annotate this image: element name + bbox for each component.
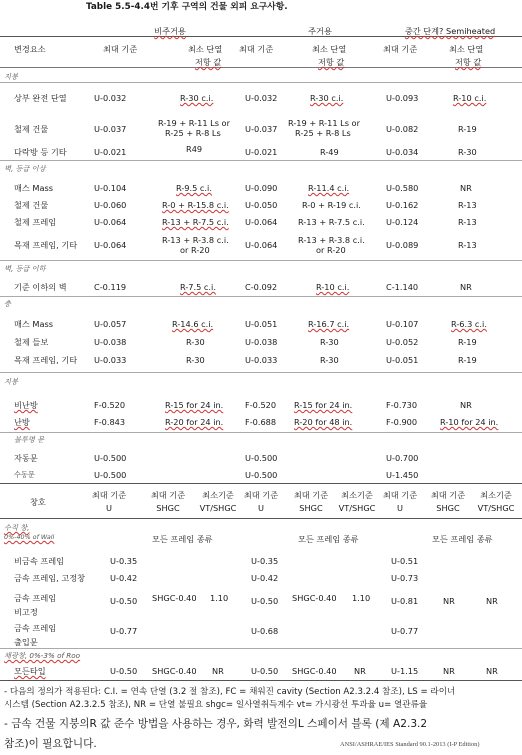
cell: U-0.107 bbox=[386, 319, 419, 329]
cell: U-0.500 bbox=[245, 453, 278, 463]
cell: U-0.032 bbox=[94, 93, 127, 103]
cell: NR bbox=[443, 666, 455, 676]
col-min-header-2: 저항 값 bbox=[195, 57, 222, 67]
rule bbox=[0, 260, 522, 261]
section-walls-below: 벽, 등급 이하 bbox=[4, 264, 46, 273]
glazing-header: SHGC bbox=[156, 503, 180, 513]
cell: R-25 + R-8 Ls bbox=[295, 128, 351, 138]
cell: U-0.021 bbox=[245, 147, 278, 157]
cell: R-6.3 c.i. bbox=[451, 319, 487, 329]
cell: U-0.77 bbox=[391, 626, 419, 636]
row-label: 비금속 프레임 bbox=[14, 556, 65, 566]
row-label: 모든타입 bbox=[14, 666, 46, 676]
cell: NR bbox=[212, 666, 224, 676]
cell: U-1.450 bbox=[386, 470, 419, 480]
cell: U-0.50 bbox=[251, 666, 279, 676]
footnote: - 다음의 정의가 적용된다: C.I. = 연속 단열 (3.2 절 참조), FC = 채워진 cavity (Section A2.3.2.4 참조), LS = 라이너 bbox=[4, 687, 456, 697]
row-label: 난방 bbox=[14, 417, 30, 427]
section-floors: 층 bbox=[4, 299, 11, 308]
cell: U-0.057 bbox=[94, 319, 127, 329]
glazing-header: 최대 기준 bbox=[382, 490, 418, 500]
cell: U-0.104 bbox=[94, 183, 127, 193]
cell: R-13 + R-3.8 c.i. bbox=[298, 235, 365, 245]
row-label: 금속 프레임, 고정창 bbox=[14, 573, 86, 583]
footnote: - 금속 건물 지붕의R 값 준수 방법을 사용하는 경우, 화력 발전의L 스페이서 블록 (제 A2.3.2 bbox=[4, 718, 428, 730]
section-skylight: 채광창, 0%-3% of Roo bbox=[4, 651, 81, 660]
cell: U-0.580 bbox=[386, 183, 419, 193]
glazing-header: VT/SHGC bbox=[199, 503, 237, 513]
cell: U-0.124 bbox=[386, 217, 419, 227]
glazing-header: 최대 기준 bbox=[150, 490, 186, 500]
row-label: 철제 건물 bbox=[14, 124, 49, 134]
row-label: 금속 프레임 bbox=[14, 593, 57, 603]
cell: F-0.730 bbox=[386, 400, 418, 410]
cell: U-0.037 bbox=[94, 124, 127, 134]
glazing-header: 최소기준 bbox=[341, 490, 373, 500]
cell: F-0.843 bbox=[94, 417, 126, 427]
row-label: 철제 들보 bbox=[14, 337, 49, 347]
row-label: 매스 Mass bbox=[14, 183, 54, 193]
cell: R-19 + R-11 Ls or bbox=[288, 118, 360, 128]
cell: NR bbox=[460, 282, 472, 292]
cell: U-0.51 bbox=[391, 556, 419, 566]
row-label: 상부 완전 단열 bbox=[14, 93, 67, 103]
glazing-header: 최대 기준 bbox=[91, 490, 127, 500]
col-max2-header: 최대 기준 bbox=[239, 44, 274, 54]
cell: U-0.73 bbox=[391, 573, 419, 583]
cell: R-10 c.i. bbox=[316, 282, 350, 292]
cell: R-30 c.i. bbox=[180, 93, 214, 103]
cell: R-13 + R-3.8 c.i. bbox=[162, 235, 229, 245]
cell: U-0.038 bbox=[94, 337, 127, 347]
element-header: 변경요소 bbox=[14, 44, 46, 54]
cell: R-9.5 c.i. bbox=[176, 183, 212, 193]
cell: U-0.42 bbox=[110, 573, 138, 583]
glazing-header: U bbox=[258, 503, 264, 513]
cell: R-13 bbox=[458, 240, 477, 250]
glazing-header: 최대 기준 bbox=[293, 490, 329, 500]
cell: U-0.50 bbox=[110, 666, 138, 676]
cell: U-0.50 bbox=[110, 596, 138, 606]
cell: R-13 + R-7.5 c.i. bbox=[298, 217, 365, 227]
cell: SHGC-0.40 bbox=[152, 593, 197, 603]
all-frames-label: 모든 프레임 종류 bbox=[432, 534, 493, 544]
glazing-header: U bbox=[106, 503, 112, 513]
cell: U-0.35 bbox=[251, 556, 279, 566]
group-nonresidential: 비주거용 bbox=[154, 26, 186, 36]
cell: NR bbox=[460, 400, 472, 410]
cell: R-0 + R-15.8 c.i. bbox=[162, 200, 229, 210]
section-vertical-sub: 0%-40% of Wall bbox=[4, 533, 55, 541]
cell: U-0.090 bbox=[245, 183, 278, 193]
glazing-header: SHGC bbox=[299, 503, 323, 513]
row-label: 매스 Mass bbox=[14, 319, 54, 329]
col-min2-header: 최소 단열 bbox=[312, 44, 347, 54]
cell: or R-20 bbox=[316, 245, 346, 255]
glazing-header: VT/SHGC bbox=[338, 503, 376, 513]
table-title: Table 5.5-4.4번 기후 구역의 건물 외피 요구사항. bbox=[86, 2, 288, 12]
col-min3-header-2: 저항 값 bbox=[455, 57, 482, 67]
all-frames-label: 모든 프레임 종류 bbox=[298, 534, 359, 544]
cell: U-0.064 bbox=[94, 217, 127, 227]
cell: U-0.037 bbox=[245, 124, 278, 134]
cell: U-0.064 bbox=[94, 240, 127, 250]
row-label-2: 비고정 bbox=[14, 607, 38, 617]
col-max3-header: 최대 기준 bbox=[383, 44, 418, 54]
group-semiheated: 중간 단계? Semiheated bbox=[404, 26, 496, 36]
glazing-header: 최소기준 bbox=[202, 490, 234, 500]
cell: U-0.064 bbox=[245, 217, 278, 227]
cell: R-30 bbox=[320, 337, 339, 347]
cell: R-30 bbox=[320, 355, 339, 365]
cell: R-30 bbox=[186, 337, 205, 347]
rule bbox=[0, 648, 522, 649]
rule bbox=[0, 432, 522, 433]
cell: R-30 bbox=[186, 355, 205, 365]
cell: U-1.15 bbox=[391, 666, 419, 676]
cell: U-0.093 bbox=[386, 93, 419, 103]
cell: R-49 bbox=[320, 147, 339, 157]
cell: U-0.052 bbox=[386, 337, 419, 347]
cell: U-0.77 bbox=[110, 626, 138, 636]
row-label: 기준 이하의 벽 bbox=[14, 282, 67, 292]
cell: U-0.500 bbox=[94, 453, 127, 463]
row-label: 철제 건물 bbox=[14, 200, 49, 210]
cell: 1.10 bbox=[210, 593, 229, 603]
cell: R-20 for 24 in. bbox=[165, 417, 224, 427]
cell: SHGC-0.40 bbox=[152, 666, 197, 676]
cell: NR bbox=[486, 666, 498, 676]
cell: U-0.082 bbox=[386, 124, 419, 134]
rule bbox=[0, 483, 522, 484]
cell: R-19 bbox=[458, 355, 477, 365]
cell: U-0.089 bbox=[386, 240, 419, 250]
cell: R-10 for 24 in. bbox=[440, 417, 499, 427]
cell: R-15 for 24 in. bbox=[294, 400, 353, 410]
cell: R-11.4 c.i. bbox=[308, 183, 350, 193]
cell: R-20 for 48 in. bbox=[294, 417, 353, 427]
footnote: 시스템 (Section A2.3.2.5 참조), NR = 단열 불필요 shgc= 일사열취득계수 vt= 가시광선 투과율 u= 열관류율 bbox=[4, 700, 428, 710]
cell: U-0.032 bbox=[245, 93, 278, 103]
cell: F-0.520 bbox=[94, 400, 126, 410]
rule bbox=[0, 680, 522, 681]
cell: NR bbox=[354, 666, 366, 676]
cell: R-25 + R-8 Ls bbox=[165, 128, 221, 138]
cell: R-13 + R-7.5 c.i. bbox=[162, 217, 229, 227]
cell: R-13 bbox=[458, 217, 477, 227]
cell: R-0 + R-19 c.i. bbox=[302, 200, 361, 210]
rule bbox=[0, 82, 522, 83]
cell: F-0.900 bbox=[386, 417, 418, 427]
cell: or R-20 bbox=[180, 245, 210, 255]
footnote: 참조)이 필요합니다. bbox=[4, 738, 97, 750]
cell: U-0.42 bbox=[251, 573, 279, 583]
cell: R-14.6 c.i. bbox=[172, 319, 214, 329]
cell: U-0.051 bbox=[245, 319, 278, 329]
cell: R-19 + R-11 Ls or bbox=[158, 118, 230, 128]
section-vertical: 수직 창, bbox=[4, 523, 30, 532]
section-walls-above: 벽, 등급 이상 bbox=[4, 164, 46, 173]
cell: R-16.7 c.i. bbox=[308, 319, 350, 329]
cell: U-0.500 bbox=[245, 470, 278, 480]
cell: SHGC-0.40 bbox=[292, 593, 337, 603]
cell: C-0.119 bbox=[94, 282, 127, 292]
cell: F-0.688 bbox=[245, 417, 277, 427]
glazing-header: 최대 기준 bbox=[430, 490, 466, 500]
col-min2-header-2: 저항 값 bbox=[318, 57, 345, 67]
cell: U-0.35 bbox=[110, 556, 138, 566]
glazing-header: SHGC bbox=[436, 503, 460, 513]
row-label: 철제 프레임 bbox=[14, 217, 57, 227]
cell: U-0.162 bbox=[386, 200, 419, 210]
cell: R49 bbox=[186, 144, 203, 154]
cell: SHGC-0.40 bbox=[292, 666, 337, 676]
row-label: 비난방 bbox=[14, 400, 38, 410]
cell: R-30 c.i. bbox=[310, 93, 344, 103]
cell: U-0.81 bbox=[391, 596, 419, 606]
cell: C-0.092 bbox=[245, 282, 278, 292]
cell: U-0.68 bbox=[251, 626, 279, 636]
row-label: 수동문 bbox=[14, 470, 35, 479]
row-label: 자동문 bbox=[14, 453, 38, 463]
cell: R-30 bbox=[458, 147, 477, 157]
col-max-header: 최대 기준 bbox=[103, 44, 138, 54]
cell: U-0.021 bbox=[94, 147, 127, 157]
rule bbox=[0, 296, 522, 297]
rule bbox=[0, 372, 522, 373]
cell: U-0.051 bbox=[386, 355, 419, 365]
cell: C-1.140 bbox=[386, 282, 419, 292]
row-label-2: 출입문 bbox=[14, 637, 38, 647]
rule bbox=[0, 67, 522, 68]
cell: U-0.050 bbox=[245, 200, 278, 210]
cell: U-0.060 bbox=[94, 200, 127, 210]
glazing-header: VT/SHGC bbox=[477, 503, 515, 513]
group-residential: 주거용 bbox=[308, 26, 332, 36]
cell: F-0.520 bbox=[245, 400, 277, 410]
all-frames-label: 모든 프레임 종류 bbox=[152, 534, 213, 544]
row-label: 다락방 등 기타 bbox=[14, 147, 67, 157]
cell: U-0.034 bbox=[386, 147, 419, 157]
glazing-header: 최대 기준 bbox=[243, 490, 279, 500]
cell: R-10 c.i. bbox=[453, 93, 487, 103]
section-opaque-doors: 불투명 문 bbox=[14, 435, 45, 444]
cell: NR bbox=[486, 596, 498, 606]
standard-ref: ANSI/ASHRAE/IES Standard 90.1-2013 (I-P Edition) bbox=[340, 741, 480, 748]
cell: R-7.5 c.i. bbox=[180, 282, 216, 292]
cell: U-0.038 bbox=[245, 337, 278, 347]
section-roofs: 지붕 bbox=[4, 72, 18, 81]
cell: U-0.50 bbox=[251, 596, 279, 606]
row-label: 목재 프레임, 기타 bbox=[14, 240, 78, 250]
glazing-header: U bbox=[397, 503, 403, 513]
col-min-header: 최소 단열 bbox=[188, 44, 223, 54]
cell: R-19 bbox=[458, 337, 477, 347]
row-label: 목재 프레임, 기타 bbox=[14, 355, 78, 365]
cell: R-15 for 24 in. bbox=[165, 400, 224, 410]
cell: R-19 bbox=[458, 124, 477, 134]
cell: U-0.500 bbox=[94, 470, 127, 480]
cell: U-0.033 bbox=[245, 355, 278, 365]
section-glazing: 창호 bbox=[30, 497, 46, 507]
section-slab: 지붕 bbox=[4, 377, 18, 386]
cell: R-13 bbox=[458, 200, 477, 210]
cell: U-0.064 bbox=[245, 240, 278, 250]
cell: U-0.033 bbox=[94, 355, 127, 365]
rule bbox=[0, 518, 522, 519]
cell: 1.10 bbox=[352, 593, 371, 603]
row-label: 금속 프레임 bbox=[14, 623, 57, 633]
rule bbox=[0, 160, 522, 161]
cell: NR bbox=[460, 183, 472, 193]
glazing-header: 최소기준 bbox=[480, 490, 512, 500]
cell: U-0.700 bbox=[386, 453, 419, 463]
col-min3-header: 최소 단열 bbox=[449, 44, 484, 54]
rule bbox=[0, 36, 522, 37]
cell: NR bbox=[443, 596, 455, 606]
